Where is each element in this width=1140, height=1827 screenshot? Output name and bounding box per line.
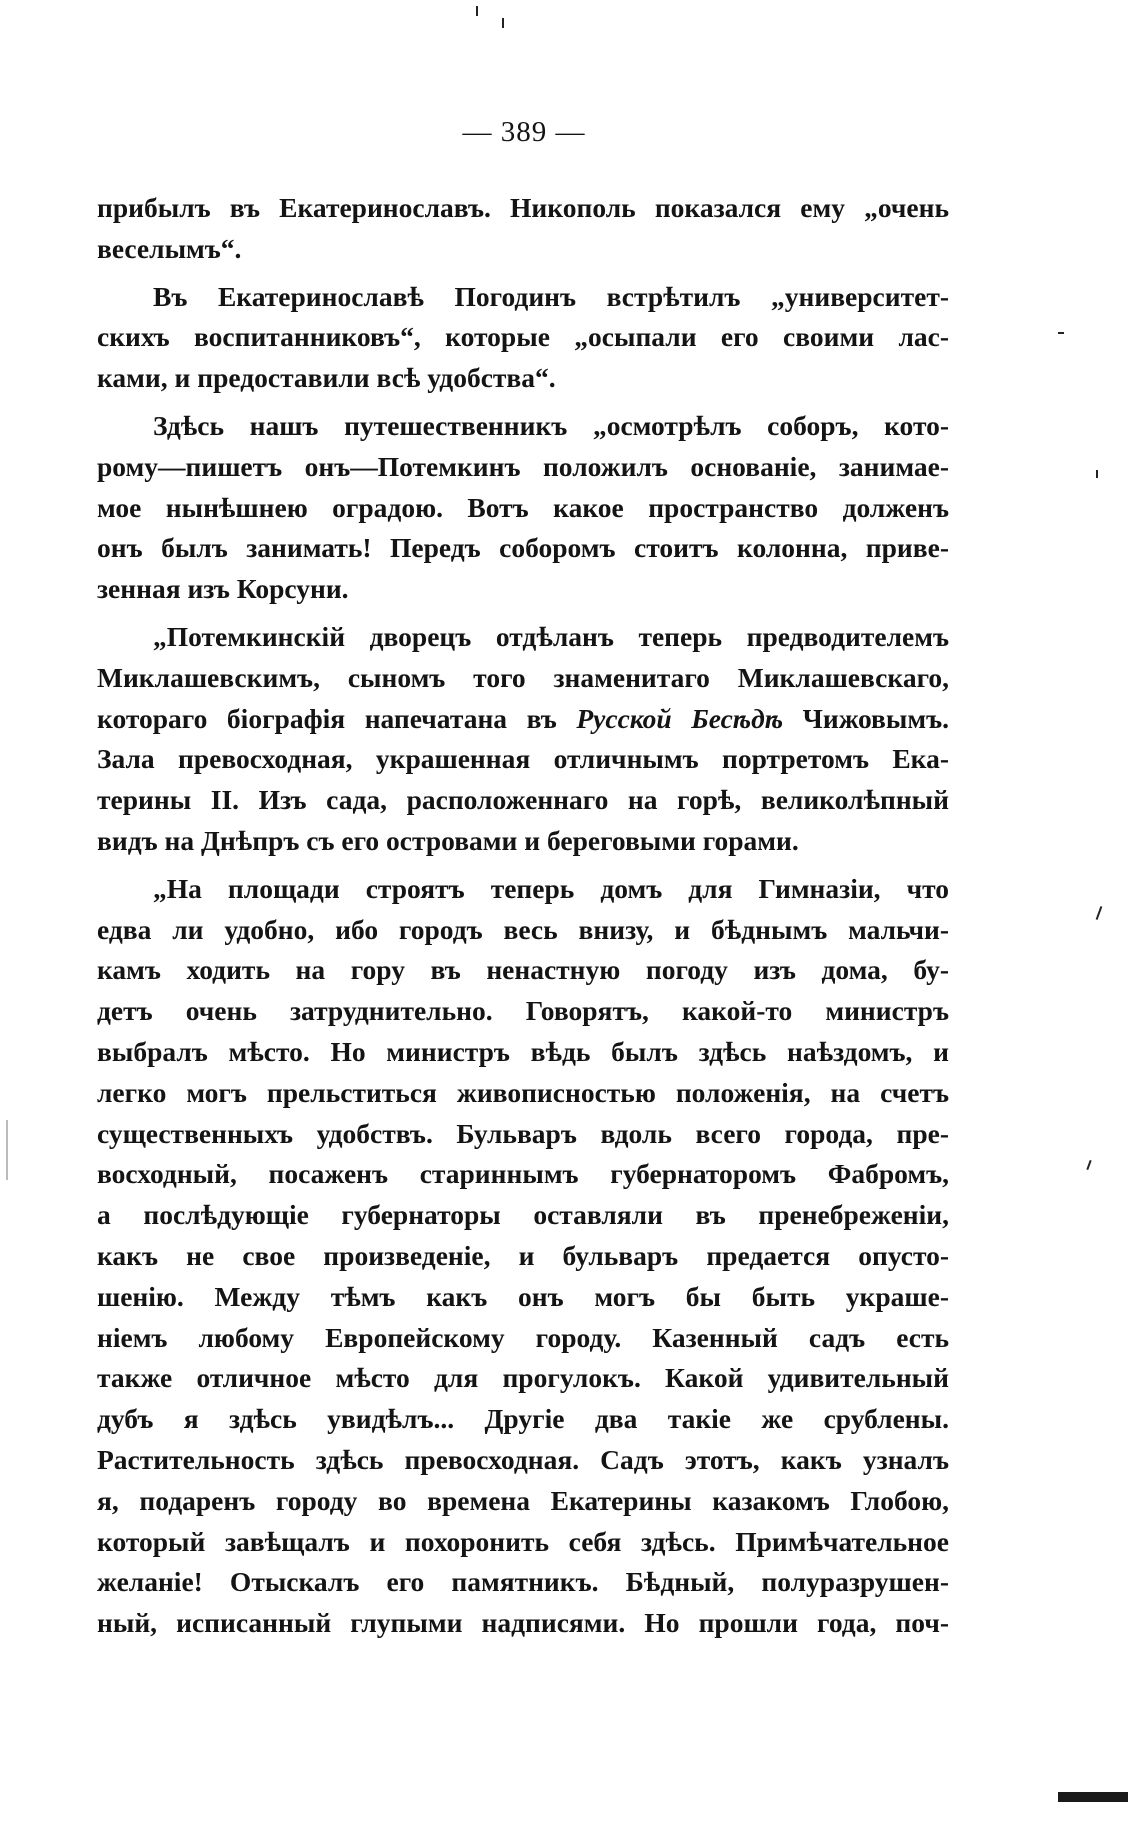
text-line: камъ ходить на гору въ ненастную погоду изъ дома, бу- bbox=[97, 954, 949, 986]
text-line: Миклашевскимъ, сыномъ того знаменитаго Миклашевскаго, bbox=[97, 661, 949, 693]
scan-speck bbox=[1058, 1792, 1128, 1802]
text-line: также отличное мѣсто для прогулокъ. Какой удивительный bbox=[97, 1362, 949, 1394]
line-text-before: котораго біографія напечатана въ bbox=[97, 702, 577, 734]
text-line: желаніе! Отыскалъ его памятникъ. Бѣдный, полуразрушен- bbox=[97, 1566, 949, 1598]
paragraph bbox=[97, 188, 949, 270]
text-line: который завѣщалъ и похоронить себя здѣсь. Примѣчательное bbox=[97, 1525, 949, 1557]
paragraph bbox=[97, 406, 949, 610]
text-line: видъ на Днѣпръ съ его островами и береговыми горами. bbox=[97, 824, 799, 856]
text-line: мое нынѣшнею оградою. Вотъ какое пространство долженъ bbox=[97, 491, 949, 523]
scan-speck bbox=[1096, 470, 1098, 478]
text-line: какъ не свое произведеніе, и бульваръ предается опусто- bbox=[97, 1239, 949, 1271]
text-line: легко могъ прельститься живописностью положенія, на счетъ bbox=[97, 1076, 949, 1108]
text-line: „На площади строятъ теперь домъ для Гимназіи, что bbox=[153, 872, 949, 904]
paragraph bbox=[97, 869, 949, 1644]
text-line: прибылъ въ Екатеринославъ. Никополь показался ему „очень bbox=[97, 192, 949, 223]
paragraph bbox=[97, 617, 949, 862]
scan-speck bbox=[502, 18, 504, 28]
italic-title: Русской Бесѣдѣ bbox=[576, 702, 784, 734]
text-line: Здѣсь нашъ путешественникъ „осмотрѣлъ соборъ, кото- bbox=[153, 409, 949, 441]
text-line: я, подаренъ городу во времена Екатерины казакомъ Глобою, bbox=[97, 1484, 949, 1516]
text-line: выбралъ мѣсто. Но министръ вѣдь былъ здѣсь наѣздомъ, и bbox=[97, 1035, 949, 1067]
text-line: дубъ я здѣсь увидѣлъ... Другіе два такіе же срублены. bbox=[97, 1403, 949, 1435]
text-line: рому—пишетъ онъ—Потемкинъ положилъ основаніе, занимае- bbox=[97, 450, 949, 482]
text-line: ками, и предоставили всѣ удобства“. bbox=[97, 362, 556, 394]
text-line: едва ли удобно, ибо городъ весь внизу, и бѣднымъ мальчи- bbox=[97, 913, 949, 945]
scan-speck bbox=[1096, 906, 1103, 920]
text-line: детъ очень затруднительно. Говорятъ, какой-то министръ bbox=[97, 995, 949, 1027]
text-line: терины II. Изъ сада, расположеннаго на горѣ, великолѣпный bbox=[97, 784, 949, 816]
text-line: ніемъ любому Европейскому городу. Казенный садъ есть bbox=[97, 1321, 949, 1353]
scan-speck bbox=[1086, 1160, 1091, 1170]
text-line: зенная изъ Корсуни. bbox=[97, 573, 349, 605]
text-line: „Потемкинскій дворецъ отдѣланъ теперь предводителемъ bbox=[153, 620, 949, 652]
scan-speck bbox=[476, 6, 478, 16]
text-line: восходный, посаженъ стариннымъ губернаторомъ Фабромъ, bbox=[97, 1158, 949, 1190]
text-line: шенію. Между тѣмъ какъ онъ могъ бы быть украше- bbox=[97, 1280, 949, 1312]
text-line: Растительность здѣсь превосходная. Садъ этотъ, какъ узналъ bbox=[97, 1443, 949, 1475]
page-number: — 389 — bbox=[462, 116, 586, 148]
scan-speck bbox=[1058, 332, 1064, 334]
text-line: скихъ воспитанниковъ“, которые „осыпали его своими лас- bbox=[97, 321, 949, 353]
scan-speck bbox=[6, 1120, 8, 1180]
text-line: веселымъ“. bbox=[97, 232, 242, 264]
body-text bbox=[97, 188, 949, 1644]
text-line: онъ былъ занимать! Передъ соборомъ стоитъ колонна, приве- bbox=[97, 532, 949, 564]
text-line: а послѣдующіе губернаторы оставляли въ пренебреженіи, bbox=[97, 1199, 949, 1231]
text-line: Въ Екатеринославѣ Погодинъ встрѣтилъ „университет- bbox=[153, 280, 949, 312]
text-line: существенныхъ удобствъ. Бульваръ вдоль всего города, пре- bbox=[97, 1117, 949, 1149]
paragraph bbox=[97, 277, 949, 399]
line-text-after: Чижовымъ. bbox=[783, 702, 949, 734]
text-line: Зала превосходная, украшенная отличнымъ портретомъ Ека- bbox=[97, 743, 949, 775]
text-line: ный, исписанный глупыми надписями. Но прошли года, поч- bbox=[97, 1607, 949, 1639]
text-line-with-italic bbox=[97, 699, 949, 740]
